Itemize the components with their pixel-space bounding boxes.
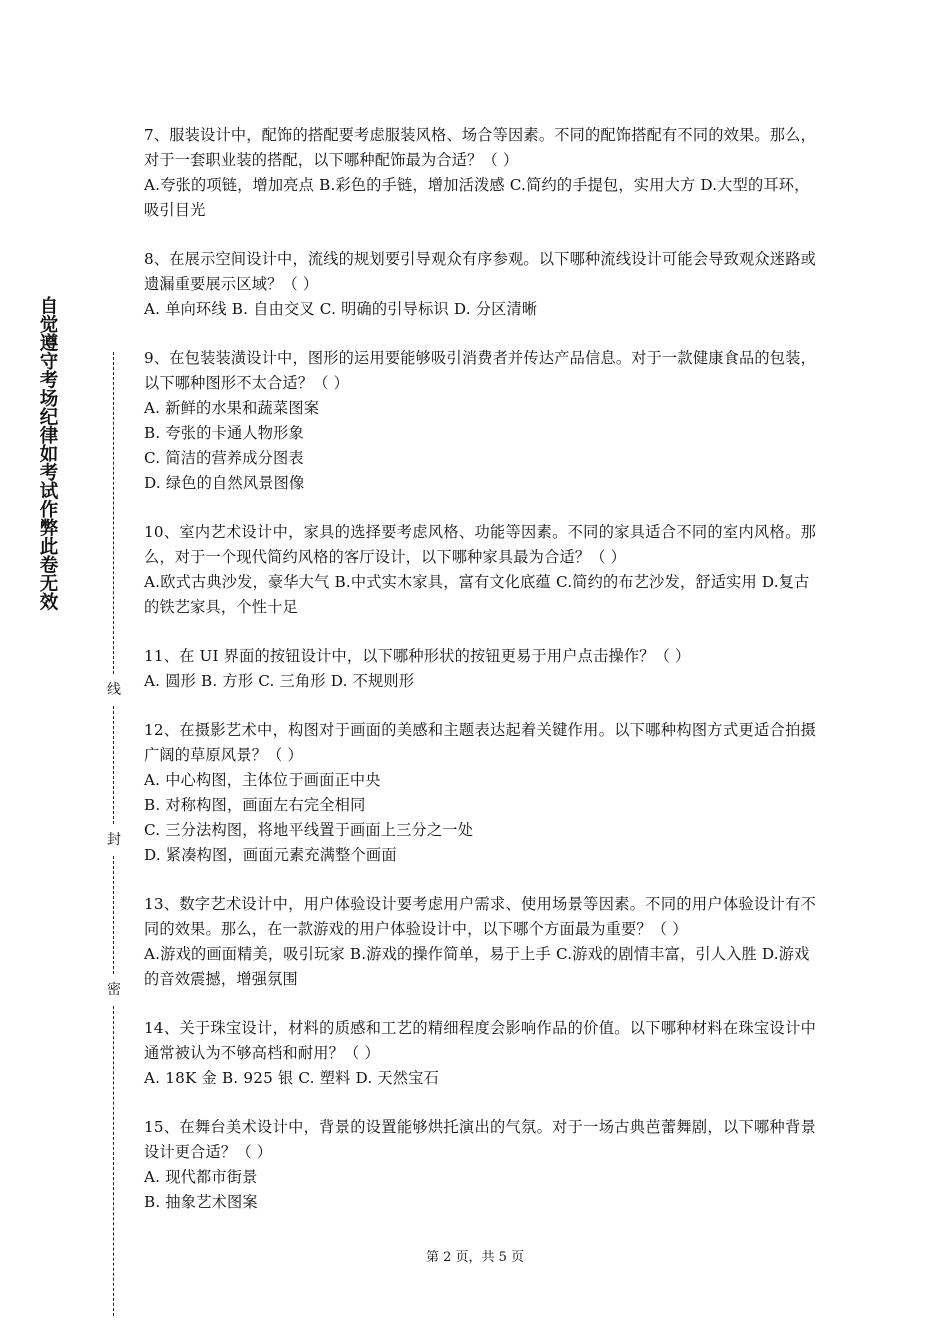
question-8: [144, 247, 816, 322]
question-14: [144, 1016, 816, 1091]
option-a: A. 新鲜的水果和蔬菜图案: [144, 399, 320, 417]
question-15: [144, 1115, 816, 1215]
question-stem: 8、在展示空间设计中，流线的规划要引导观众有序参观。以下哪种流线设计可能会导致观众迷路或遗漏重要展示区域？（ ）: [144, 250, 816, 293]
option-c: C. 简洁的营养成分图表: [144, 449, 304, 467]
question-13: [144, 892, 816, 992]
question-stem: 11、在 UI 界面的按钮设计中，以下哪种形状的按钮更易于用户点击操作？（ ）: [144, 647, 691, 665]
question-options: A. 18K 金 B. 925 银 C. 塑料 D. 天然宝石: [144, 1069, 439, 1087]
binding-mark-secret: 密: [107, 982, 121, 998]
question-stem: 15、在舞台美术设计中，背景的设置能够烘托演出的气氛。对于一场古典芭蕾舞剧，以下哪种背景设计更合适？（ ）: [144, 1118, 816, 1161]
question-options: A.欧式古典沙发，豪华大气 B.中式实木家具，富有文化底蕴 C.简约的布艺沙发，舒适实用 D.复古的铁艺家具，个性十足: [144, 573, 810, 616]
question-options: A. 单向环线 B. 自由交叉 C. 明确的引导标识 D. 分区清晰: [144, 300, 538, 318]
binding-line-segment: [113, 856, 114, 974]
question-stem: 13、数字艺术设计中，用户体验设计要考虑用户需求、使用场景等因素。不同的用户体验设计有不同的效果。那么，在一款游戏的用户体验设计中，以下哪个方面最为重要？（ ）: [144, 895, 816, 938]
question-stem: 10、室内艺术设计中，家具的选择要考虑风格、功能等因素。不同的家具适合不同的室内风格。那么，对于一个现代简约风格的客厅设计，以下哪种家具最为合适？（ ）: [144, 523, 816, 566]
binding-line-segment: [113, 352, 114, 674]
binding-line-segment: [113, 1006, 114, 1316]
question-stem: 9、在包装装潢设计中，图形的运用要能够吸引消费者并传达产品信息。对于一款健康食品的包装，以下哪种图形不太合适？（ ）: [144, 349, 816, 392]
page-number: 第 2 页，共 5 页: [425, 1250, 525, 1265]
option-a: A. 中心构图，主体位于画面正中央: [144, 771, 381, 789]
binding-mark-line: 线: [107, 682, 121, 698]
question-list: [144, 123, 816, 1239]
question-options: A. 圆形 B. 方形 C. 三角形 D. 不规则形: [144, 672, 415, 690]
question-options: A.游戏的画面精美，吸引玩家 B.游戏的操作简单，易于上手 C.游戏的剧情丰富，引人入胜 D.游戏的音效震撼，增强氛围: [144, 945, 810, 988]
option-d: D. 紧凑构图，画面元素充满整个画面: [144, 846, 397, 864]
question-stem: 12、在摄影艺术中，构图对于画面的美感和主题表达起着关键作用。以下哪种构图方式更适合拍摄广阔的草原风景？（ ）: [144, 721, 816, 764]
question-options: A.夸张的项链，增加亮点 B.彩色的手链，增加活泼感 C.简约的手提包，实用大方 D.大型的耳环，吸引目光: [144, 176, 810, 219]
option-b: B. 抽象艺术图案: [144, 1193, 258, 1211]
option-c: C. 三分法构图，将地平线置于画面上三分之一处: [144, 821, 474, 839]
binding-mark-seal: 封: [107, 832, 121, 848]
option-d: D. 绿色的自然风景图像: [144, 474, 305, 492]
question-12: [144, 718, 816, 868]
exam-discipline-notice: 自觉遵守考场纪律如考试作弊此卷无效: [37, 296, 58, 611]
question-7: [144, 123, 816, 223]
option-a: A. 现代都市街景: [144, 1168, 258, 1186]
question-stem: 7、服装设计中，配饰的搭配要考虑服装风格、场合等因素。不同的配饰搭配有不同的效果。那么，对于一套职业装的搭配，以下哪种配饰最为合适？（ ）: [144, 126, 816, 169]
option-b: B. 夸张的卡通人物形象: [144, 424, 304, 442]
option-b: B. 对称构图，画面左右完全相同: [144, 796, 366, 814]
binding-line-segment: [113, 706, 114, 824]
question-11: [144, 644, 816, 694]
question-stem: 14、关于珠宝设计，材料的质感和工艺的精细程度会影响作品的价值。以下哪种材料在珠宝设计中通常被认为不够高档和耐用？（ ）: [144, 1019, 816, 1062]
question-10: [144, 520, 816, 620]
question-9: [144, 346, 816, 496]
